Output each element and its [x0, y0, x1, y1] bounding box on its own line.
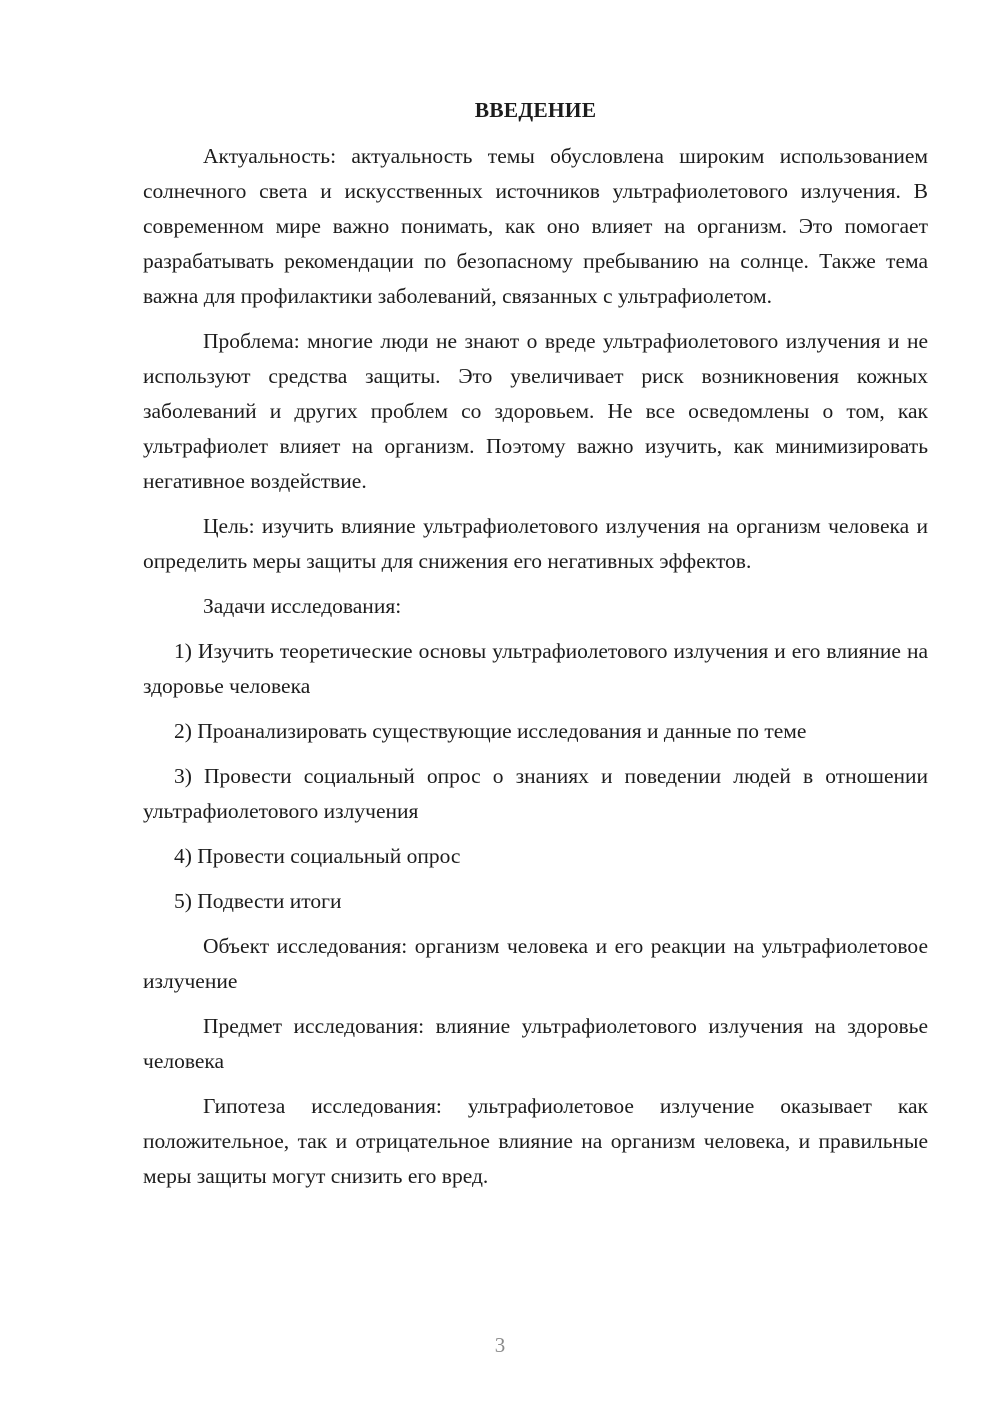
list-item: 4) Провести социальный опрос [174, 844, 461, 868]
list-item: 5) Подвести итоги [174, 889, 342, 913]
page-title: ВВЕДЕНИЕ [474, 98, 597, 122]
list-item: 3) Провести социальный опрос о знаниях и поведении людей в отношении ультрафиолетового излучения [143, 764, 928, 823]
page-number: 3 [494, 1333, 506, 1357]
hypothesis-paragraph: Гипотеза исследования: ультрафиолетовое излучение оказывает как положительное, так и отрицательное влияние на организм человека, и правильные меры защиты могут снизить его вред. [143, 1094, 928, 1188]
list-item: 1) Изучить теоретические основы ультрафиолетового излучения и его влияние на здоровье человека [143, 639, 928, 698]
tasks-heading: Задачи исследования: [203, 594, 402, 618]
object-paragraph: Объект исследования: организм человека и его реакции на ультрафиолетовое излучение [143, 934, 928, 993]
goal-paragraph: Цель: изучить влияние ультрафиолетового излучения на организм человека и определить меры защиты для снижения его негативных эффектов. [143, 514, 928, 573]
document-page [143, 96, 928, 1204]
list-item: 2) Проанализировать существующие исследования и данные по теме [174, 719, 807, 743]
relevance-paragraph: Актуальность: актуальность темы обусловлена широким использованием солнечного света и искусственных источников ультрафиолетового излучения. В современном мире важно понимать, как оно влияет на организм. Это помогает разрабатывать рекомендации по безопасному пребыванию на солнце. Также тема важна для профилактики заболеваний, связанных с ультрафиолетом. [143, 144, 928, 308]
problem-paragraph: Проблема: многие люди не знают о вреде ультрафиолетового излучения и не используют средства защиты. Это увеличивает риск возникновения кожных заболеваний и других проблем со здоровьем. Не все осведомлены о том, как ультрафиолет влияет на организм. Поэтому важно изучить, как минимизировать негативное воздействие. [143, 329, 928, 493]
subject-paragraph: Предмет исследования: влияние ультрафиолетового излучения на здоровье человека [143, 1014, 928, 1073]
tasks-list [143, 634, 928, 919]
